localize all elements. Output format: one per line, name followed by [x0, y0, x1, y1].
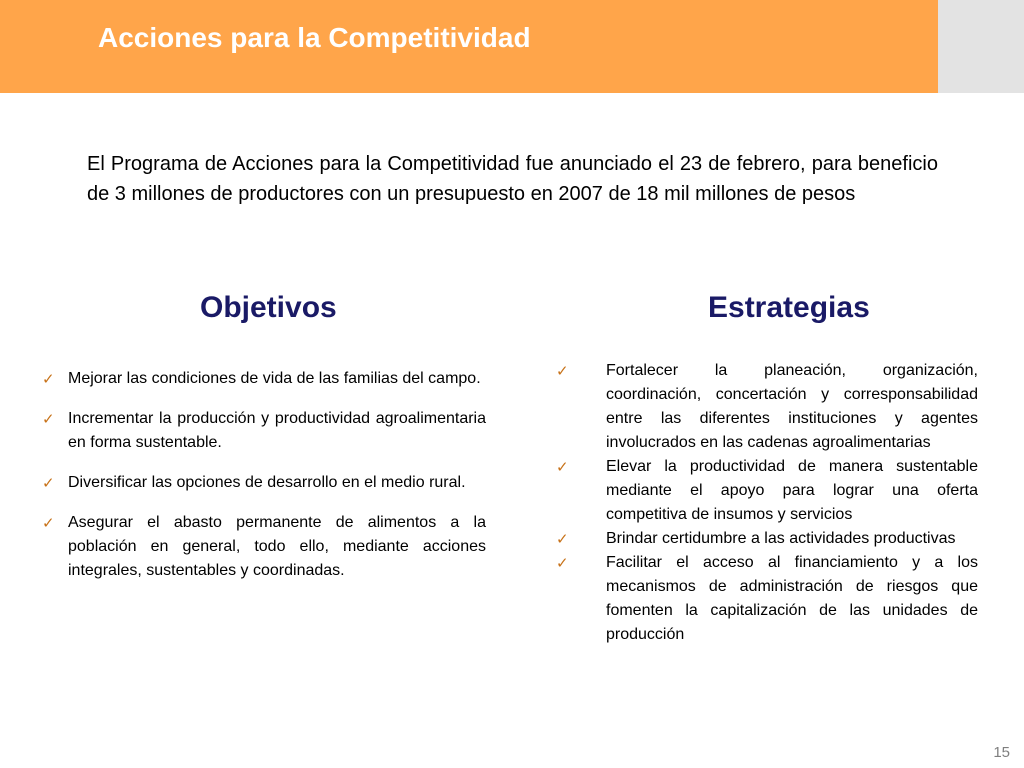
list-item-text: Diversificar las opciones de desarrollo en el medio rural. [68, 474, 466, 491]
list-item [42, 511, 486, 583]
list-item-text: Incrementar la producción y productividad agroalimentaria en forma sustentable. [68, 410, 486, 451]
estrategias-heading: Estrategias [708, 291, 870, 324]
list-item [556, 551, 978, 647]
list-item-text: Mejorar las condiciones de vida de las familias del campo. [68, 370, 481, 387]
list-item-text: Asegurar el abasto permanente de alimentos a la población en general, todo ello, mediante acciones integrales, sustentables y coordinadas. [68, 514, 486, 579]
slide-title: Acciones para la Competitividad [98, 22, 531, 53]
check-mark-icon: ✓ [42, 410, 55, 428]
header-side-panel [938, 0, 1024, 93]
check-mark-icon: ✓ [556, 458, 569, 476]
check-mark-icon: ✓ [556, 554, 569, 572]
check-mark-icon: ✓ [556, 362, 569, 380]
list-item-text: Fortalecer la planeación, organización, coordinación, concertación y corresponsabilidad entre las diferentes instituciones y agentes involucrados en las cadenas agroalimentarias [606, 362, 978, 451]
list-item [556, 455, 978, 527]
list-item-text: Facilitar el acceso al financiamiento y a los mecanismos de administración de riesgos que fomenten la capitalización de las unidades de producción [606, 554, 978, 643]
estrategias-list [556, 359, 978, 647]
list-item [556, 359, 978, 455]
check-mark-icon: ✓ [556, 530, 569, 548]
list-item [42, 471, 486, 495]
list-item [42, 407, 486, 455]
objetivos-heading: Objetivos [200, 291, 337, 324]
list-item-text: Elevar la productividad de manera sustentable mediante el apoyo para lograr una oferta competitiva de insumos y servicios [606, 458, 978, 523]
check-mark-icon: ✓ [42, 514, 55, 532]
check-mark-icon: ✓ [42, 474, 55, 492]
list-item [556, 527, 978, 551]
page-number: 15 [993, 744, 1010, 761]
check-mark-icon: ✓ [42, 370, 55, 388]
list-item [42, 367, 486, 391]
list-item-text: Brindar certidumbre a las actividades productivas [606, 530, 956, 547]
intro-paragraph: El Programa de Acciones para la Competitividad fue anunciado el 23 de febrero, para beneficio de 3 millones de productores con un presupuesto en 2007 de 18 mil millones de pesos [87, 153, 938, 205]
objetivos-list [42, 367, 486, 599]
